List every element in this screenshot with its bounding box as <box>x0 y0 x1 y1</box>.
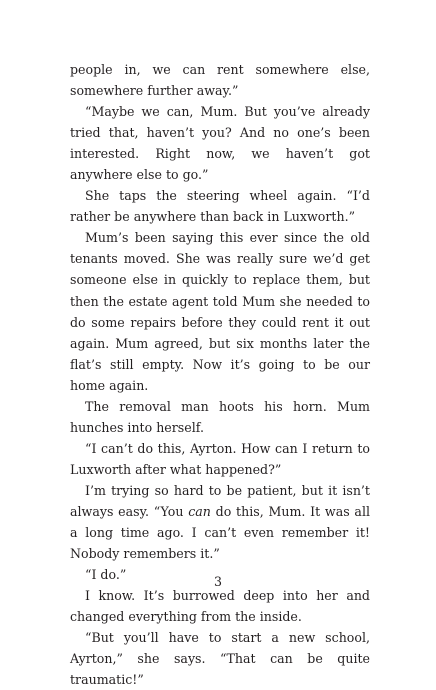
page-number: 3 <box>213 574 222 589</box>
paragraph-3 <box>70 185 370 227</box>
paragraph-text: She taps the steering wheel again. “I’d rather be anywhere than back in Luxworth.” <box>70 188 370 225</box>
paragraph-text: Mum’s been saying this ever since the old tenants moved. She was really sure we’d get someone else in quickly to replace them, but then the estate agent told Mum she needed to do some repairs before they could rent it out again. Mum agreed, but six months later the flat’s still empty. Now it’s going to be our home again. <box>70 230 370 393</box>
paragraph-text: “But you’ll have to start a new school, Ayrton,” she says. “That can be quite traumatic!” <box>70 630 370 688</box>
paragraph-7 <box>70 480 370 564</box>
paragraph-text: “I do.” <box>85 567 127 583</box>
paragraph-5 <box>70 396 370 438</box>
paragraph-4 <box>70 227 370 395</box>
body-text <box>70 59 370 690</box>
paragraph-2 <box>70 101 370 185</box>
paragraph-text: I’m trying so hard to be patient, but it isn’t always easy. “You <box>70 482 370 519</box>
paragraph-text: do this, Mum. It was all a long time ago. I can’t even remember it! Nobody remembers it.” <box>70 503 370 562</box>
emphasis-text: can <box>188 503 211 519</box>
paragraph-text: The removal man hoots his horn. Mum hunches into herself. <box>70 398 370 435</box>
paragraph-text: “I can’t do this, Ayrton. How can I return to Luxworth after what happened?” <box>70 440 370 477</box>
paragraph-text: people in, we can rent somewhere else, somewhere further away.” <box>70 62 370 99</box>
paragraph-text: I know. It’s burrowed deep into her and changed everything from the inside. <box>70 588 370 625</box>
paragraph-6 <box>70 438 370 480</box>
paragraph-text: “Maybe we can, Mum. But you’ve already tried that, haven’t you? And no one’s been interested. Right now, we haven’t got anywhere else to go.” <box>70 104 370 183</box>
paragraph-1 <box>70 59 370 101</box>
paragraph-9 <box>70 585 370 627</box>
paragraph-10 <box>70 627 370 690</box>
